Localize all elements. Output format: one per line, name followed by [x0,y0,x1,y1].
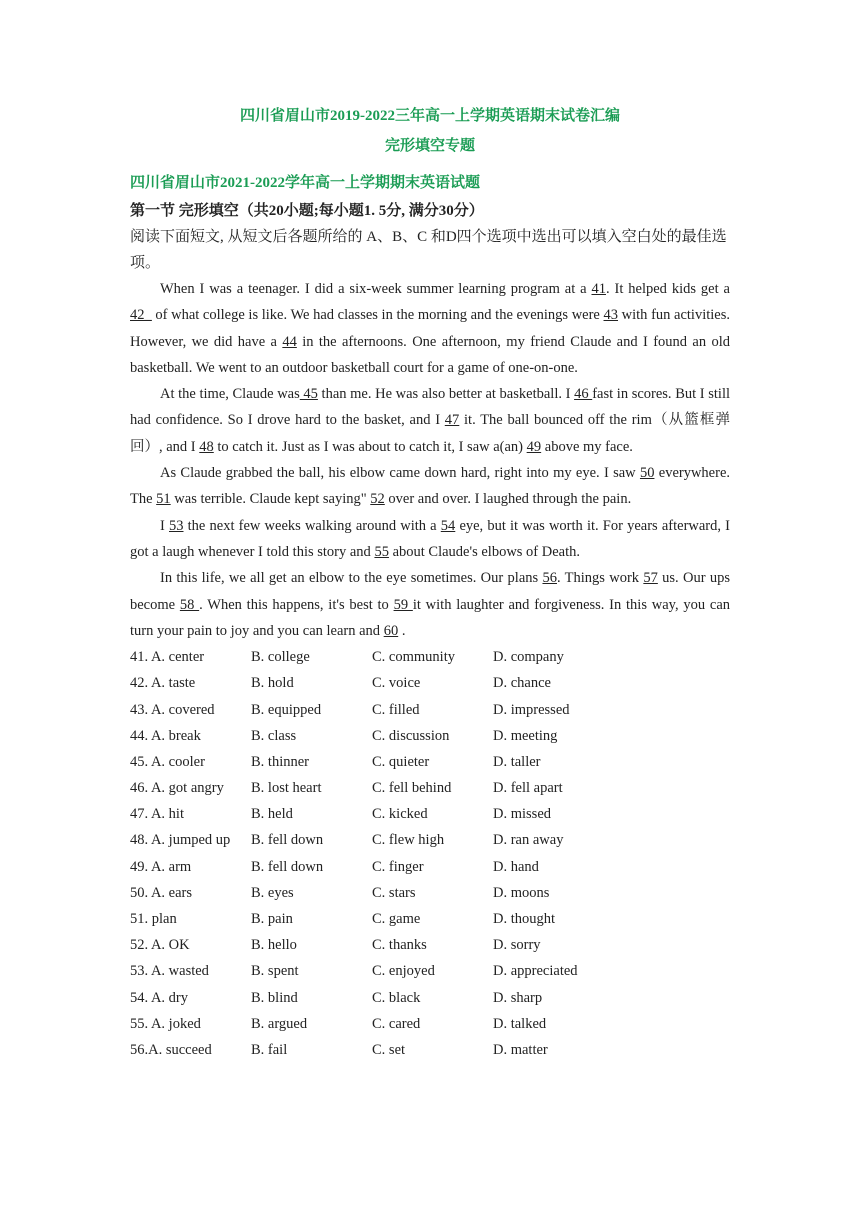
option-b: B. fell down [251,858,324,875]
option-a: 51. plan [130,911,177,928]
option-c: C. black [372,989,421,1006]
text-span: At the time, Claude was [160,386,300,403]
text-span: over and over. I laughed through the pain. [384,491,632,508]
blank-59: 59 [393,596,413,613]
option-b: B. fail [251,1041,288,1058]
option-row [130,1037,730,1063]
blank-60: 60 [383,622,399,639]
option-b: B. equipped [251,701,322,718]
exam-title: 四川省眉山市2021-2022学年高一上学期期末英语试题 [130,175,480,191]
option-a: 46. A. got angry [130,780,224,797]
option-c: C. game [372,911,421,928]
option-c: C. flew high [372,832,445,849]
option-b: B. held [251,806,293,823]
option-c: C. enjoyed [372,963,435,980]
option-d: D. talked [493,1015,547,1032]
option-a: 45. A. cooler [130,753,205,770]
passage-paragraph-3 [130,460,730,513]
option-row [130,827,730,853]
option-a: 52. A. OK [130,937,190,954]
option-d: D. chance [493,675,551,692]
option-row [130,723,730,749]
option-row [130,801,730,827]
option-c: C. community [372,649,455,666]
blank-41: 41 [591,281,606,297]
blank-46: 46 [574,386,593,403]
option-d: D. thought [493,911,556,928]
option-a: 54. A. dry [130,989,188,1006]
option-row [130,1011,730,1037]
option-d: D. meeting [493,727,558,744]
option-c: C. stars [372,884,416,901]
option-d: D. fell apart [493,780,563,797]
option-row [130,775,730,801]
option-a: 44. A. break [130,727,201,744]
option-c: C. fell behind [372,780,452,797]
option-a: 42. A. taste [130,675,196,692]
text-span: it with laughter and forgiveness. In this way, you can turn your pain to joy and you can learn and [130,596,731,639]
option-a: 56.A. succeed [130,1041,212,1058]
option-row [130,958,730,984]
option-d: D. moons [493,884,550,901]
passage-paragraph-5 [130,565,730,644]
option-c: C. finger [372,858,424,875]
option-c: C. voice [372,675,421,692]
blank-43: 43 [603,307,619,324]
option-row [130,670,730,696]
text-span: . It helped kids get a [605,281,730,297]
document-title: 四川省眉山市2019-2022三年高一上学期英语期末试卷汇编 [240,108,620,124]
option-row [130,906,730,932]
passage-paragraph-1 [130,276,730,381]
blank-47: 47 [444,412,460,429]
option-d: D. impressed [493,701,570,718]
passage-paragraph-4 [130,513,730,566]
option-c: C. thanks [372,937,427,954]
text-span: I [160,517,169,534]
blank-51: 51 [156,491,171,508]
text-span: above my face. [541,438,633,455]
option-b: B. thinner [251,753,309,770]
text-span: . Things work [556,570,644,587]
option-b: B. argued [251,1015,308,1032]
option-c: C. discussion [372,727,450,744]
text-span: When I was a teenager. I did a six-week summer learning program at a [160,281,592,297]
option-d: D. matter [493,1041,548,1058]
blank-50: 50 [639,465,655,482]
option-row [130,985,730,1011]
text-span: in the afternoons. One afternoon, my friend Claude and I found an old basketball. We went to an outdoor basketball court for a game of one-on-one. [130,333,730,376]
instruction-text: 阅读下面短文, 从短文后各题所给的 A、B、C 和D四个选项中选出可以填入空白处的最佳选项。 [130,229,727,271]
text-span: us. Our ups become [130,570,730,613]
option-row [130,880,730,906]
option-b: B. lost heart [251,780,322,797]
option-row [130,644,730,670]
option-d: D. sharp [493,989,543,1006]
text-span: In this life, we all get an elbow to the eye sometimes. Our plans [160,570,543,587]
option-c: C. filled [372,701,420,718]
option-b: B. class [251,727,297,744]
option-d: D. hand [493,858,539,875]
text-span: As Claude grabbed the ball, his elbow came down hard, right into my eye. I saw [160,465,640,482]
option-c: C. set [372,1041,406,1058]
option-a: 55. A. joked [130,1015,201,1032]
text-span: was terrible. Claude kept saying" [170,491,371,508]
option-a: 41. A. center [130,649,205,666]
text-span: than me. He was also better at basketball. I [317,386,575,403]
text-span: about Claude's elbows of Death. [388,543,581,560]
option-a: 43. A. covered [130,701,215,718]
text-span: . When this happens, it's best to [199,596,394,613]
option-b: B. fell down [251,832,324,849]
text-span: eye, but it was worth it. For years afterward, I got a laugh whenever I told this story and [130,517,730,560]
text-span: . [398,622,406,639]
option-a: 53. A. wasted [130,963,209,980]
section-heading: 第一节 完形填空（共20小题;每小题1. 5分, 满分30分） [130,203,484,219]
option-b: B. eyes [251,884,294,901]
option-a: 50. A. ears [130,884,193,901]
option-c: C. kicked [372,806,428,823]
options-list [130,644,730,1063]
option-c: C. cared [372,1015,421,1032]
option-b: B. pain [251,911,293,928]
option-d: D. missed [493,806,551,823]
option-b: B. blind [251,989,298,1006]
text-span: everywhere. The [130,465,731,508]
text-span: the next few weeks walking around with a [183,517,441,534]
option-c: C. quieter [372,753,430,770]
blank-53: 53 [169,517,184,534]
passage-paragraph-2 [130,381,730,460]
option-row [130,854,730,880]
option-b: B. hello [251,937,297,954]
option-row [130,932,730,958]
document-content [130,172,730,1063]
text-span: it. The ball bounced off the rim（从篮框弹回）, and I [130,412,730,455]
option-row [130,697,730,723]
document-subtitle: 完形填空专题 [384,138,475,154]
blank-55: 55 [374,543,389,560]
option-b: B. college [251,649,310,666]
option-d: D. ran away [493,832,564,849]
blank-49: 49 [526,438,542,455]
option-b: B. hold [251,675,294,692]
blank-42: 42_ [130,307,152,324]
blank-54: 54 [440,517,456,534]
text-span: with fun activities. However, we did have a [130,307,731,350]
option-d: D. taller [493,753,541,770]
option-b: B. spent [251,963,299,980]
option-a: 49. A. arm [130,858,192,875]
option-row [130,749,730,775]
option-a: 48. A. jumped up [130,832,231,849]
blank-58: 58 [179,596,200,613]
blank-45: 45 [299,386,318,403]
option-a: 47. A. hit [130,806,184,823]
blank-57: 57 [643,570,658,587]
blank-48: 48 [199,438,214,455]
blank-52: 52 [370,491,385,508]
blank-44: 44 [282,333,297,350]
text-span: of what college is like. We had classes in the morning and the evenings were [151,307,604,324]
text-span: fast in scores. But I still had confidence. So I drove hard to the basket, and I [130,386,730,429]
blank-56: 56 [542,570,557,587]
option-d: D. sorry [493,937,541,954]
option-d: D. company [493,649,564,666]
option-d: D. appreciated [493,963,578,980]
text-span: to catch it. Just as I was about to catch it, I saw a(an) [213,438,527,455]
